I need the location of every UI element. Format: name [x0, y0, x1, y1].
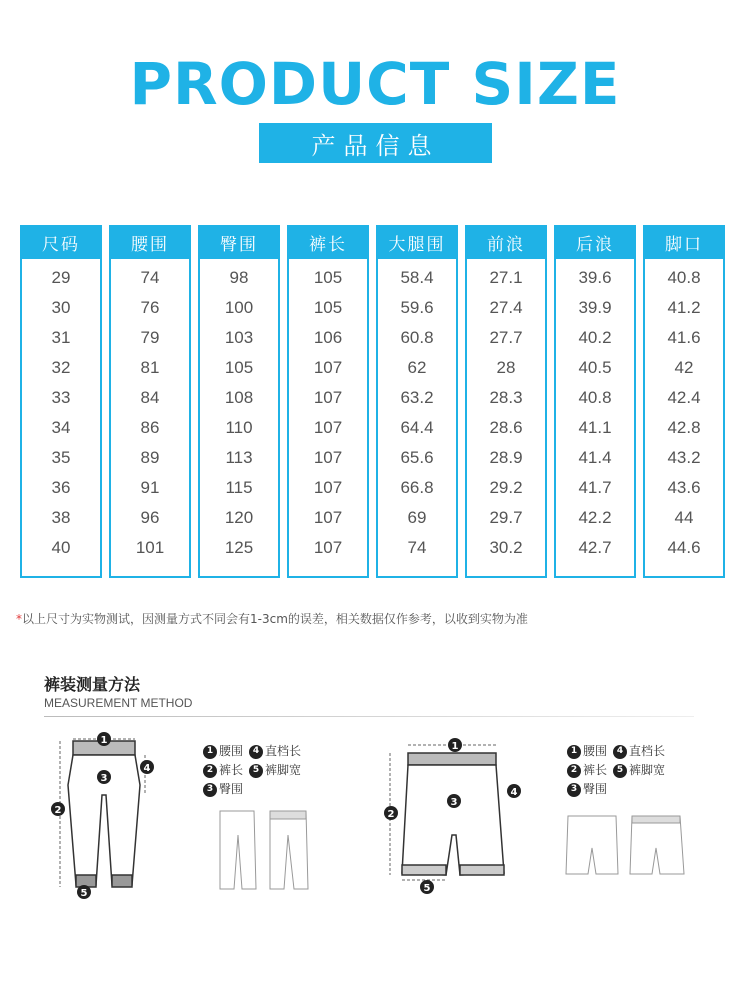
table-cell: 29 [51, 268, 71, 287]
table-cell: 84 [140, 388, 160, 407]
table-cell: 33 [51, 388, 71, 407]
table-cell: 105 [313, 268, 343, 287]
svg-text:4: 4 [143, 763, 151, 774]
svg-text:3: 3 [100, 773, 108, 784]
legend-num-3: 3 [567, 783, 581, 797]
table-cell: 30.2 [489, 538, 523, 557]
svg-text:5: 5 [80, 888, 88, 899]
table-cell: 41.2 [667, 298, 701, 317]
shorts-marker-5 [420, 880, 434, 894]
table-cell: 86 [140, 418, 160, 437]
table-cell: 40.2 [578, 328, 612, 347]
table-cell: 107 [313, 538, 343, 557]
legend-label-rise: 直档长 [265, 744, 302, 758]
table-cell: 43.6 [667, 478, 701, 497]
table-cell: 105 [224, 358, 254, 377]
table-cell: 27.1 [489, 268, 523, 287]
table-cell: 110 [225, 418, 253, 437]
table-cell: 29.2 [489, 478, 523, 497]
table-cell: 41.7 [578, 478, 612, 497]
legend-label-waist: 腰围 [583, 744, 608, 758]
method-subtitle: MEASUREMENT METHOD [44, 696, 193, 710]
svg-text:4: 4 [510, 787, 518, 798]
subtitle-banner [259, 123, 492, 163]
table-cell: 103 [224, 328, 254, 347]
pants-thumbnails [212, 805, 322, 895]
svg-text:2: 2 [387, 809, 395, 820]
table-cell: 58.4 [400, 268, 434, 287]
table-cell: 74 [140, 268, 160, 287]
table-cell: 74 [407, 538, 427, 557]
table-cell: 62 [407, 358, 427, 377]
table-cell: 101 [135, 538, 165, 557]
table-cell: 28.9 [489, 448, 523, 467]
table-cell: 107 [313, 508, 343, 527]
table-cell: 81 [140, 358, 160, 377]
marker-4 [140, 760, 154, 774]
table-cell: 29.7 [489, 508, 523, 527]
shorts-thumbnails [560, 812, 690, 882]
svg-text:1: 1 [451, 741, 459, 752]
shorts-marker-1 [448, 738, 462, 752]
table-cell: 106 [313, 328, 343, 347]
column-header: 前浪 [465, 225, 547, 259]
shorts-marker-2 [384, 806, 398, 820]
table-cell: 120 [224, 508, 254, 527]
column-header: 后浪 [554, 225, 636, 259]
size-column [287, 225, 369, 578]
table-cell: 107 [313, 478, 343, 497]
table-cell: 76 [140, 298, 160, 317]
table-cell: 96 [140, 508, 160, 527]
table-cell: 108 [224, 388, 254, 407]
table-cell: 28 [496, 358, 516, 377]
table-cell: 66.8 [400, 478, 434, 497]
legend-label-hip: 臀围 [219, 782, 244, 796]
table-cell: 27.7 [489, 328, 523, 347]
shorts-marker-3 [447, 794, 461, 808]
table-cell: 41.6 [667, 328, 701, 347]
legend-label-length: 裤长 [219, 763, 244, 777]
legend-num-4: 4 [249, 745, 263, 759]
measurement-note [16, 610, 528, 627]
table-cell: 27.4 [489, 298, 523, 317]
legend-label-rise: 直档长 [629, 744, 666, 758]
table-cell: 42 [674, 358, 694, 377]
table-cell: 40.5 [578, 358, 612, 377]
table-cell: 107 [313, 358, 343, 377]
table-cell: 107 [313, 448, 343, 467]
table-cell: 28.3 [489, 388, 523, 407]
legend-num-3: 3 [203, 783, 217, 797]
table-cell: 64.4 [400, 418, 434, 437]
svg-text:2: 2 [54, 805, 62, 816]
marker-2 [51, 802, 65, 816]
column-header: 脚口 [643, 225, 725, 259]
table-cell: 69 [407, 508, 427, 527]
table-cell: 59.6 [400, 298, 434, 317]
table-cell: 79 [140, 328, 160, 347]
size-column [376, 225, 458, 578]
table-cell: 40.8 [667, 268, 701, 287]
table-cell: 35 [51, 448, 71, 467]
table-cell: 113 [225, 448, 253, 467]
table-cell: 44.6 [667, 538, 701, 557]
svg-text:5: 5 [423, 883, 431, 894]
size-column [643, 225, 725, 578]
table-cell: 40 [51, 538, 71, 557]
column-header: 腰围 [109, 225, 191, 259]
svg-text:1: 1 [100, 735, 108, 746]
table-cell: 41.1 [578, 418, 612, 437]
table-cell: 89 [140, 448, 160, 467]
method-divider [44, 716, 694, 717]
table-cell: 60.8 [400, 328, 434, 347]
table-cell: 39.6 [578, 268, 612, 287]
table-cell: 32 [51, 358, 71, 377]
table-cell: 28.6 [489, 418, 523, 437]
legend-num-2: 2 [203, 764, 217, 778]
table-cell: 63.2 [400, 388, 434, 407]
table-cell: 43.2 [667, 448, 701, 467]
svg-text:3: 3 [450, 797, 458, 808]
legend-left [203, 742, 307, 799]
table-cell: 107 [313, 418, 343, 437]
page-title: PRODUCT SIZE [129, 50, 621, 118]
column-header: 尺码 [20, 225, 102, 259]
table-cell: 36 [51, 478, 71, 497]
size-column [554, 225, 636, 578]
marker-3 [97, 770, 111, 784]
shorts-marker-4 [507, 784, 521, 798]
legend-label-length: 裤长 [583, 763, 608, 777]
size-column [109, 225, 191, 578]
legend-num-5: 5 [249, 764, 263, 778]
legend-label-leg-opening: 裤脚宽 [629, 763, 666, 777]
size-column [465, 225, 547, 578]
table-cell: 39.9 [578, 298, 612, 317]
table-cell: 65.6 [400, 448, 434, 467]
shorts-diagram [380, 725, 530, 900]
table-cell: 40.8 [578, 388, 612, 407]
table-cell: 31 [51, 328, 71, 347]
note-asterisk: * [16, 612, 22, 626]
table-cell: 115 [225, 478, 253, 497]
table-cell: 42.4 [667, 388, 701, 407]
marker-1 [97, 732, 111, 746]
method-title: 裤装测量方法 [44, 675, 141, 694]
legend-num-2: 2 [567, 764, 581, 778]
table-cell: 34 [51, 418, 71, 437]
table-cell: 125 [224, 538, 254, 557]
note-text: 以上尺寸为实物测试，因测量方式不同会有1-3cm的误差，相关数据仅作参考，以收到实物为准 [22, 612, 528, 626]
column-header: 大腿围 [376, 225, 458, 259]
legend-right [567, 742, 671, 799]
marker-5 [77, 885, 91, 899]
size-table [20, 225, 732, 578]
legend-label-hip: 臀围 [583, 782, 608, 796]
subtitle-text: 产品信息 [311, 131, 440, 160]
legend-num-5: 5 [613, 764, 627, 778]
table-cell: 107 [313, 388, 343, 407]
legend-label-waist: 腰围 [219, 744, 244, 758]
column-header: 裤长 [287, 225, 369, 259]
table-cell: 42.7 [578, 538, 612, 557]
table-cell: 98 [229, 268, 249, 287]
table-cell: 105 [313, 298, 343, 317]
size-column [198, 225, 280, 578]
legend-label-leg-opening: 裤脚宽 [265, 763, 302, 777]
table-cell: 38 [51, 508, 71, 527]
legend-num-4: 4 [613, 745, 627, 759]
table-cell: 91 [140, 478, 160, 497]
table-cell: 44 [674, 508, 694, 527]
table-cell: 41.4 [578, 448, 612, 467]
pants-diagram [40, 725, 170, 900]
table-cell: 30 [51, 298, 71, 317]
table-cell: 42.2 [578, 508, 612, 527]
legend-num-1: 1 [203, 745, 217, 759]
table-cell: 42.8 [667, 418, 701, 437]
size-column [20, 225, 102, 578]
column-header: 臀围 [198, 225, 280, 259]
legend-num-1: 1 [567, 745, 581, 759]
table-cell: 100 [224, 298, 254, 317]
